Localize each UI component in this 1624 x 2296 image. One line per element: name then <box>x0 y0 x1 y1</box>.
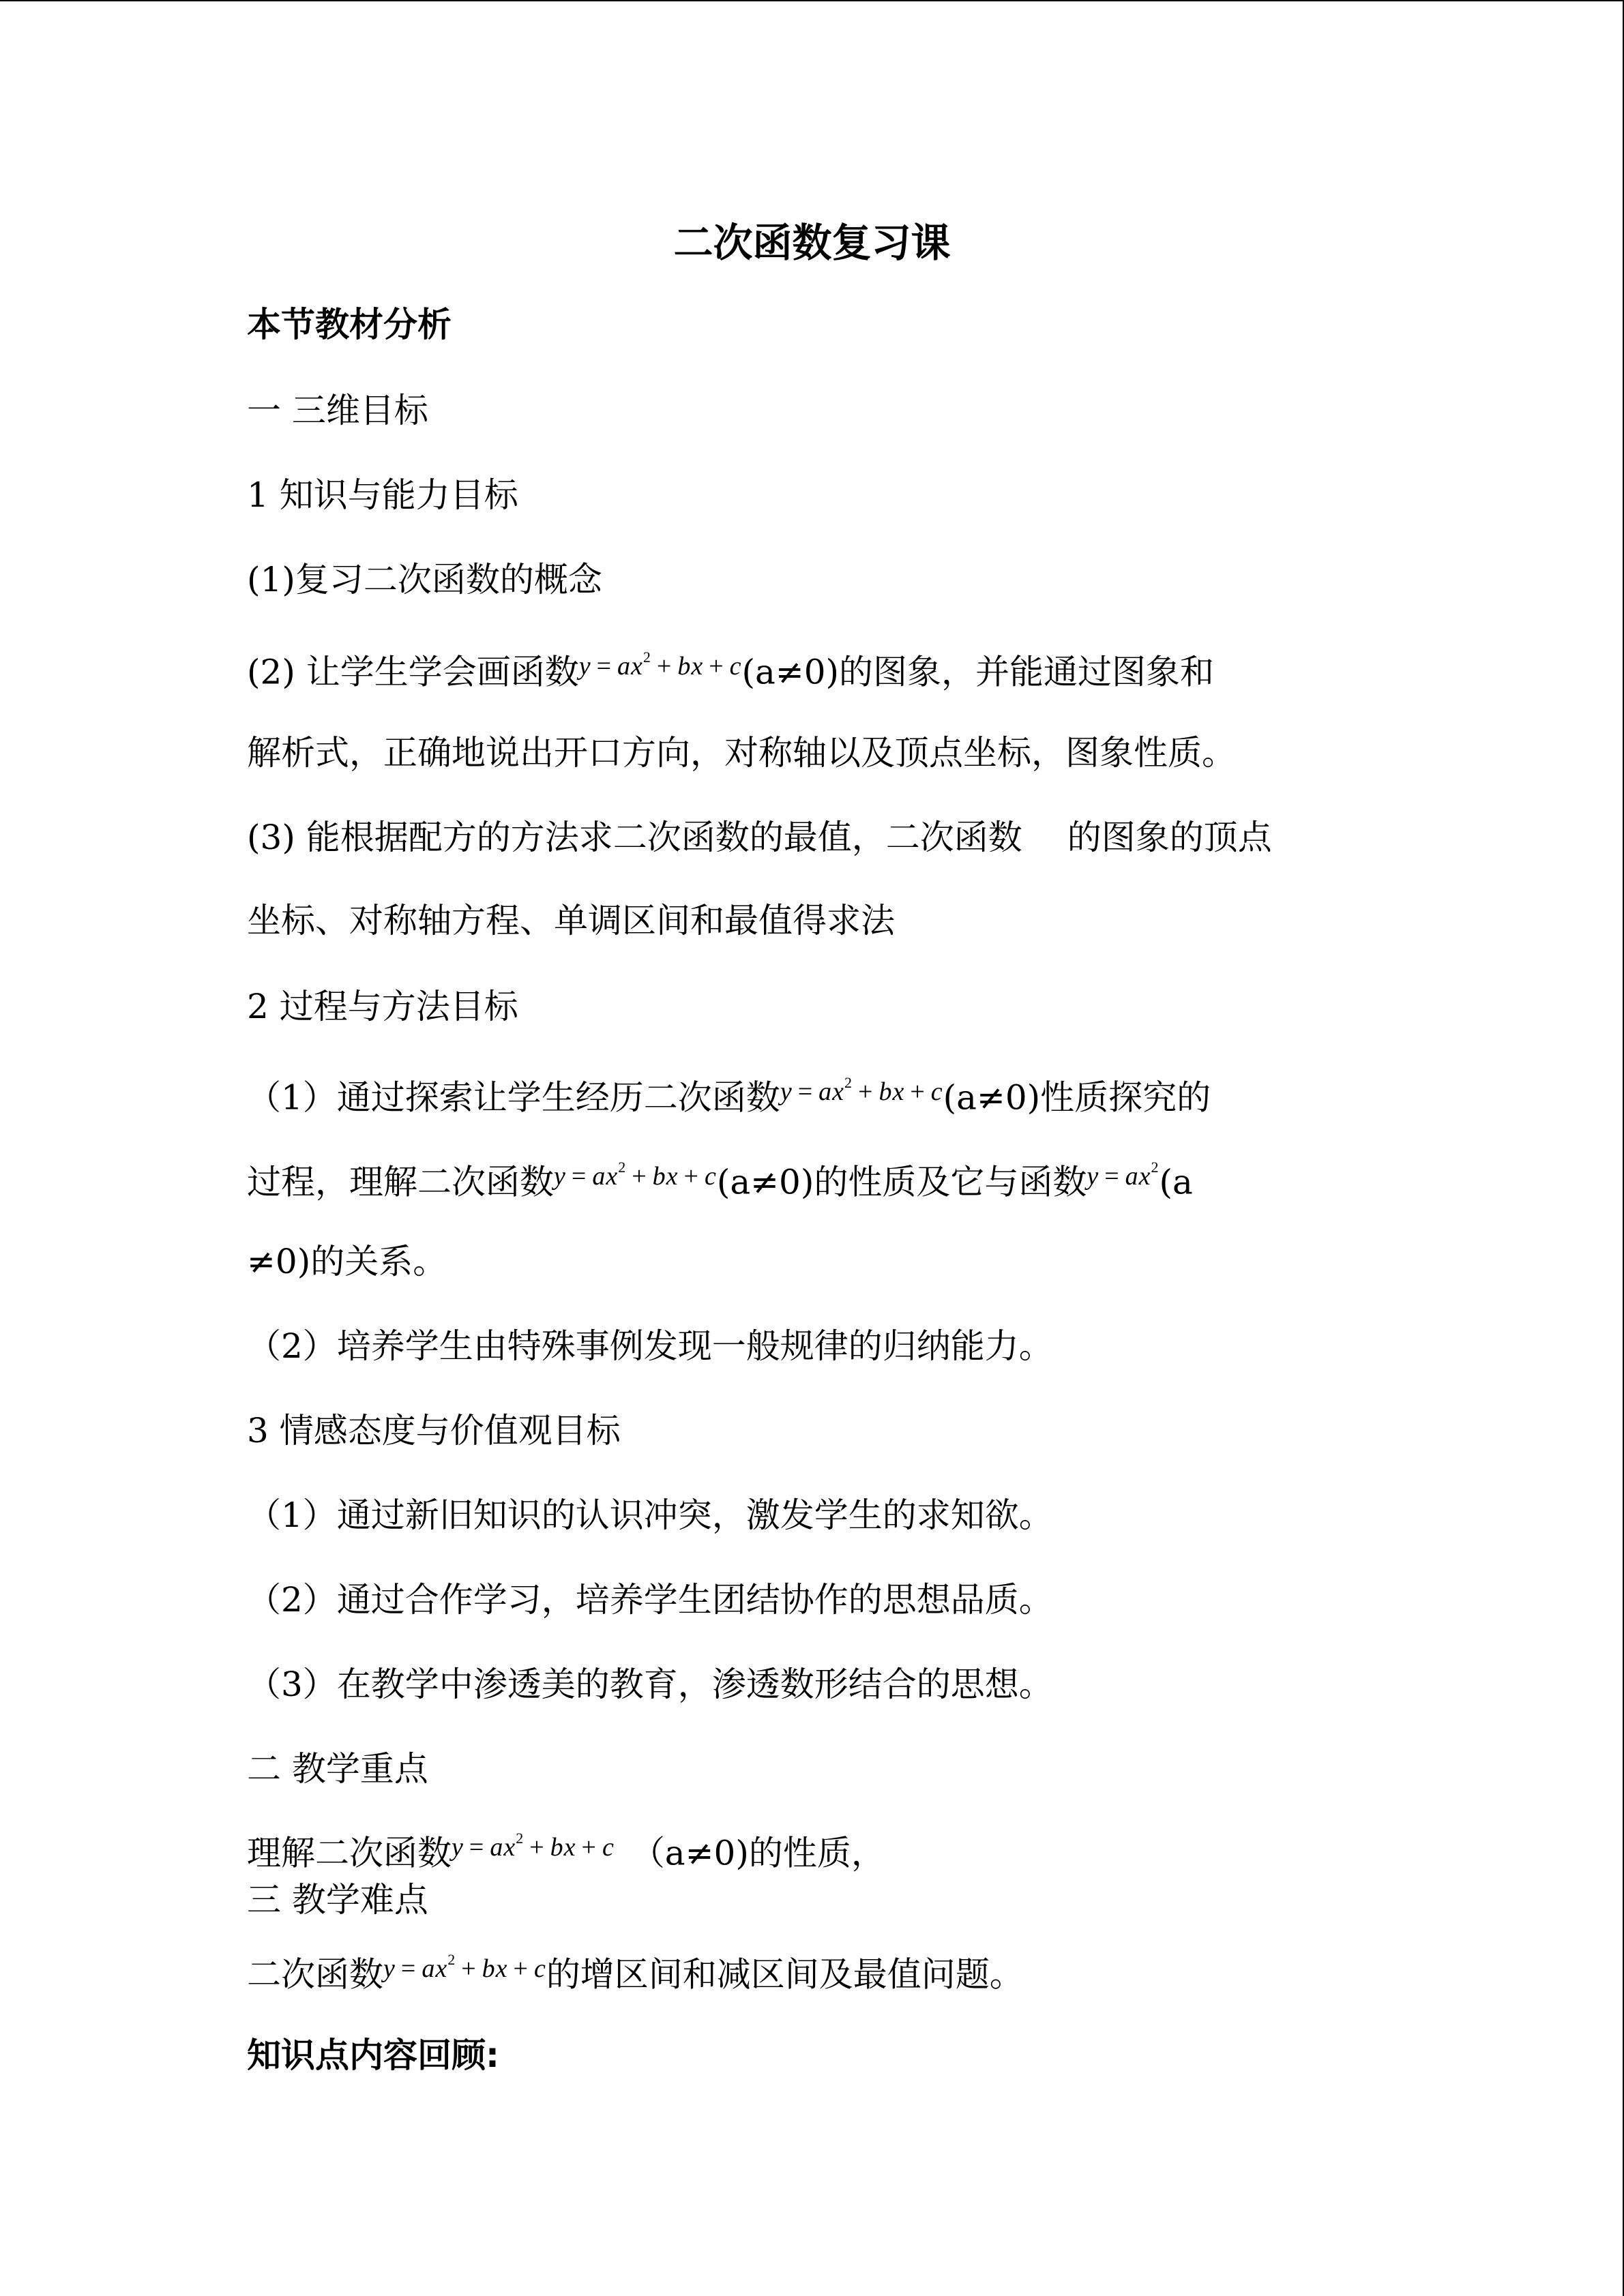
goal-item-1-3-line-b: 坐标、对称轴方程、单调区间和最值得求法 <box>247 901 895 940</box>
goal-item-2-1-line-b <box>247 1158 1193 1208</box>
goal-item-3-1: （1）通过新旧知识的认识冲突，激发学生的求知欲。 <box>247 1495 1053 1535</box>
goal-item-2-1-line-a <box>247 1073 1211 1123</box>
goal-item-1-1: (1)复习二次函数的概念 <box>247 560 602 599</box>
formula-quadratic: y = ax2 + bx + c <box>554 1159 717 1191</box>
goal-item-2-1-text-pre: （1）通过探索让学生经历二次函数 <box>247 1077 780 1118</box>
heading-material-analysis: 本节教材分析 <box>247 305 452 344</box>
goal-item-1-2-line-a <box>247 648 1214 698</box>
goal-item-2-1-text-post: (a≠0)性质探究的 <box>943 1077 1211 1118</box>
formula-ax-squared: y = ax2 <box>1087 1159 1160 1191</box>
formula-quadratic: y = ax2 + bx + c <box>383 1951 546 1983</box>
page-title: 二次函数复习课 <box>673 220 951 266</box>
goal-item-1-2-text-post: (a≠0)的图象，并能通过图象和 <box>741 652 1215 692</box>
section-teaching-difficulty: 三 教学难点 <box>247 1880 428 1920</box>
goal-item-1-3-text-post: 的图象的顶点 <box>1067 818 1272 857</box>
section-teaching-focus: 二 教学重点 <box>247 1749 428 1789</box>
goal-process-method: 2 过程与方法目标 <box>247 987 518 1026</box>
formula-quadratic: y = ax2 + bx + c <box>452 1830 615 1862</box>
teaching-difficulty-text-pre: 二次函数 <box>247 1954 383 1995</box>
goal-item-2-1b-text-pre: 过程，理解二次函数 <box>247 1162 554 1202</box>
goal-item-1-3-text-pre: (3) 能根据配方的方法求二次函数的最值，二次函数 <box>247 818 1022 857</box>
goal-item-1-3-line-a <box>247 816 1272 859</box>
goal-item-1-2-line-b: 解析式，正确地说出开口方向，对称轴以及顶点坐标，图象性质。 <box>247 733 1236 773</box>
goal-emotion-values: 3 情感态度与价值观目标 <box>247 1411 621 1450</box>
formula-quadratic: y = ax2 + bx + c <box>780 1074 943 1106</box>
goal-item-2-2: （2）培养学生由特殊事例发现一般规律的归纳能力。 <box>247 1326 1053 1366</box>
goal-knowledge-ability: 1 知识与能力目标 <box>247 475 518 515</box>
goal-item-2-1b-text-post: (a <box>1159 1162 1193 1202</box>
goal-item-2-1-line-c: ≠0)的关系。 <box>247 1242 447 1281</box>
section-three-dimensional-goals: 一 三维目标 <box>247 391 428 430</box>
teaching-focus-text-pre: 理解二次函数 <box>247 1833 452 1873</box>
teaching-focus-content <box>247 1829 885 1879</box>
goal-item-2-1b-text-mid: (a≠0)的性质及它与函数 <box>716 1162 1087 1202</box>
teaching-difficulty-content <box>247 1950 1024 2000</box>
goal-item-3-3: （3）在教学中渗透美的教育，渗透数形结合的思想。 <box>247 1665 1053 1704</box>
formula-quadratic: y = ax2 + bx + c <box>578 648 742 681</box>
teaching-focus-text-post: （a≠0)的性质， <box>630 1833 885 1873</box>
goal-item-1-2-text-pre: (2) 让学生学会画函数 <box>247 652 579 692</box>
goal-item-3-2: （2）通过合作学习，培养学生团结协作的思想品质。 <box>247 1580 1053 1620</box>
teaching-difficulty-text-post: 的增区间和减区间及最值问题。 <box>546 1954 1024 1995</box>
heading-knowledge-review: 知识点内容回顾: <box>247 2036 499 2075</box>
